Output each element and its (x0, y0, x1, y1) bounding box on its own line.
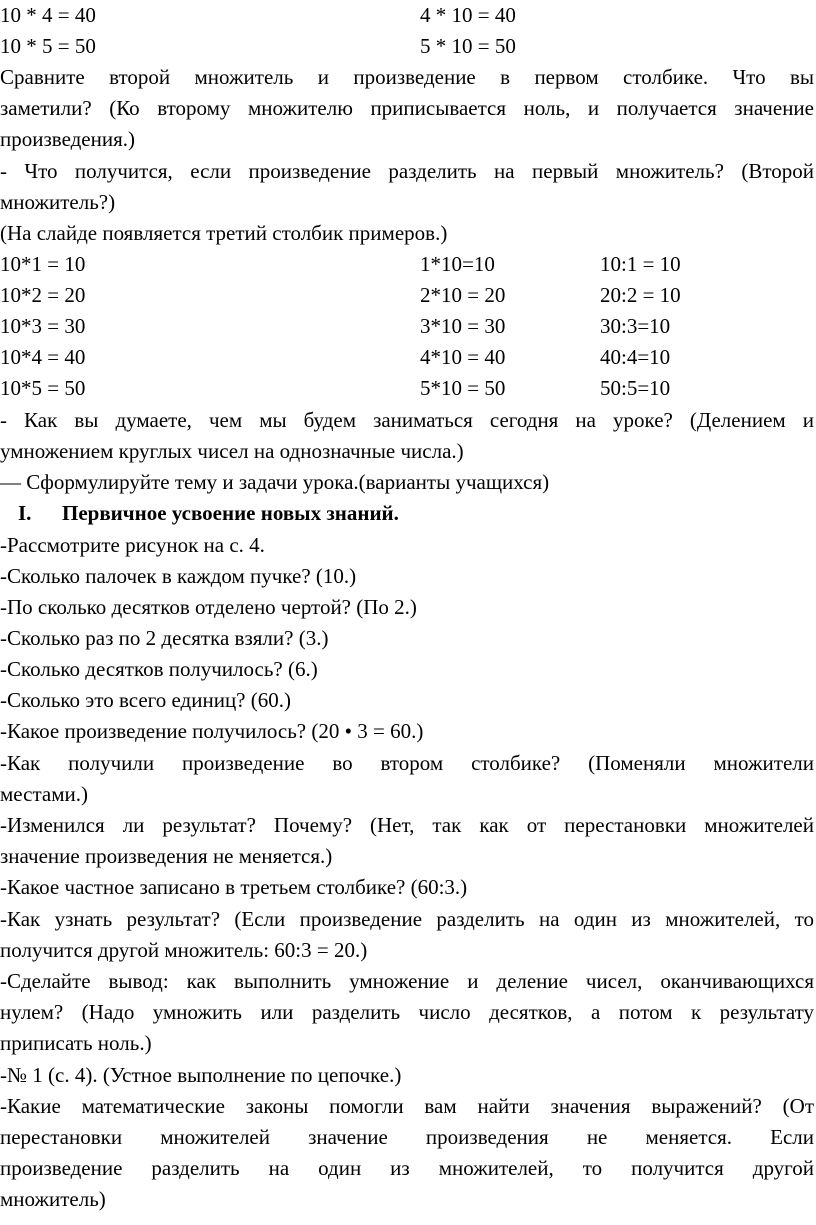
paragraph-line: перестановки множителей значение произведения не меняется. Если (0, 1125, 814, 1149)
example-cell: 5*10 = 50 (420, 376, 506, 400)
example-cell: 10*4 = 40 (0, 345, 86, 369)
section-heading (0, 498, 816, 529)
example-cell: 1*10=10 (420, 252, 495, 276)
paragraph-line: значение произведения не меняется.) (0, 844, 333, 868)
paragraph-line: умножением круглых чисел на однозначные числа.) (0, 439, 464, 463)
paragraph-line: -Как узнать результат? (Если произведение разделить на один из множителей, то (0, 907, 814, 931)
paragraph-line: произведение разделить на один из множителей, то получится другой (0, 1156, 814, 1180)
example-row (0, 249, 816, 280)
question-line: -Сколько раз по 2 десятка взяли? (3.) (0, 626, 329, 650)
example-cell: 40:4=10 (600, 345, 671, 369)
paragraph-line: заметили? (Ко второму множителю приписывается ноль, и получается значение (0, 96, 814, 120)
question-line: -Сколько это всего единиц? (60.) (0, 688, 291, 712)
paragraph-line: произведения.) (0, 127, 135, 151)
paragraph-line: -Какие математические законы помогли вам найти значения выражений? (От (0, 1094, 814, 1118)
paragraph-line: местами.) (0, 782, 88, 806)
example-cell: 20:2 = 10 (600, 283, 681, 307)
example-cell: 2*10 = 20 (420, 283, 506, 307)
paragraph-line: -№ 1 (с. 4). (Устное выполнение по цепочке.) (0, 1063, 402, 1087)
example-cell: 4 * 10 = 40 (420, 3, 516, 27)
paragraph-line: - Что получится, если произведение разделить на первый множитель? (Второй (0, 159, 814, 183)
example-cell: 10*2 = 20 (0, 283, 86, 307)
paragraph-line: множитель) (0, 1187, 106, 1211)
example-cell: 10 * 5 = 50 (0, 34, 96, 58)
paragraph-line: -Как получили произведение во втором столбике? (Поменяли множители (0, 751, 814, 775)
paragraph-line: (На слайде появляется третий столбик примеров.) (0, 221, 448, 245)
example-cell: 5 * 10 = 50 (420, 34, 516, 58)
section-number: I. (18, 501, 32, 525)
question-line: -Сколько десятков получилось? (6.) (0, 657, 318, 681)
example-cell: 50:5=10 (600, 376, 671, 400)
example-cell: 10*3 = 30 (0, 314, 86, 338)
paragraph-line: — Сформулируйте тему и задачи урока.(варианты учащихся) (0, 470, 550, 494)
paragraph-line: -Какое частное записано в третьем столбике? (60:3.) (0, 875, 468, 899)
paragraph-line: множитель?) (0, 190, 116, 214)
example-cell: 3*10 = 30 (420, 314, 506, 338)
paragraph-line: нулем? (Надо умножить или разделить число десятков, а потом к результату (0, 1000, 814, 1024)
question-line: -Сколько палочек в каждом пучке? (10.) (0, 564, 357, 588)
example-row (0, 280, 816, 311)
example-cell: 4*10 = 40 (420, 345, 506, 369)
example-row (0, 373, 816, 404)
example-cell: 10 * 4 = 40 (0, 3, 96, 27)
example-row (0, 31, 816, 62)
question-line: -Какое произведение получилось? (20 • 3 = 60.) (0, 719, 424, 743)
example-row (0, 342, 816, 373)
example-cell: 10*1 = 10 (0, 252, 86, 276)
section-title: Первичное усвоение новых знаний. (62, 501, 399, 525)
question-line: -Рассмотрите рисунок на с. 4. (0, 533, 265, 557)
paragraph-line: Сравните второй множитель и произведение в первом столбике. Что вы (0, 65, 814, 89)
example-cell: 10:1 = 10 (600, 252, 681, 276)
example-row (0, 311, 816, 342)
paragraph-line: приписать ноль.) (0, 1031, 152, 1055)
example-cell: 30:3=10 (600, 314, 671, 338)
paragraph-line: -Изменился ли результат? Почему? (Нет, так как от перестановки множителей (0, 813, 814, 837)
paragraph-line: получится другой множитель: 60:3 = 20.) (0, 938, 368, 962)
example-row (0, 0, 816, 31)
question-line: -По сколько десятков отделено чертой? (По 2.) (0, 595, 417, 619)
paragraph-line: - Как вы думаете, чем мы будем заниматься сегодня на уроке? (Делением и (0, 408, 814, 432)
example-cell: 10*5 = 50 (0, 376, 86, 400)
paragraph-line: -Сделайте вывод: как выполнить умножение и деление чисел, оканчивающихся (0, 969, 814, 993)
